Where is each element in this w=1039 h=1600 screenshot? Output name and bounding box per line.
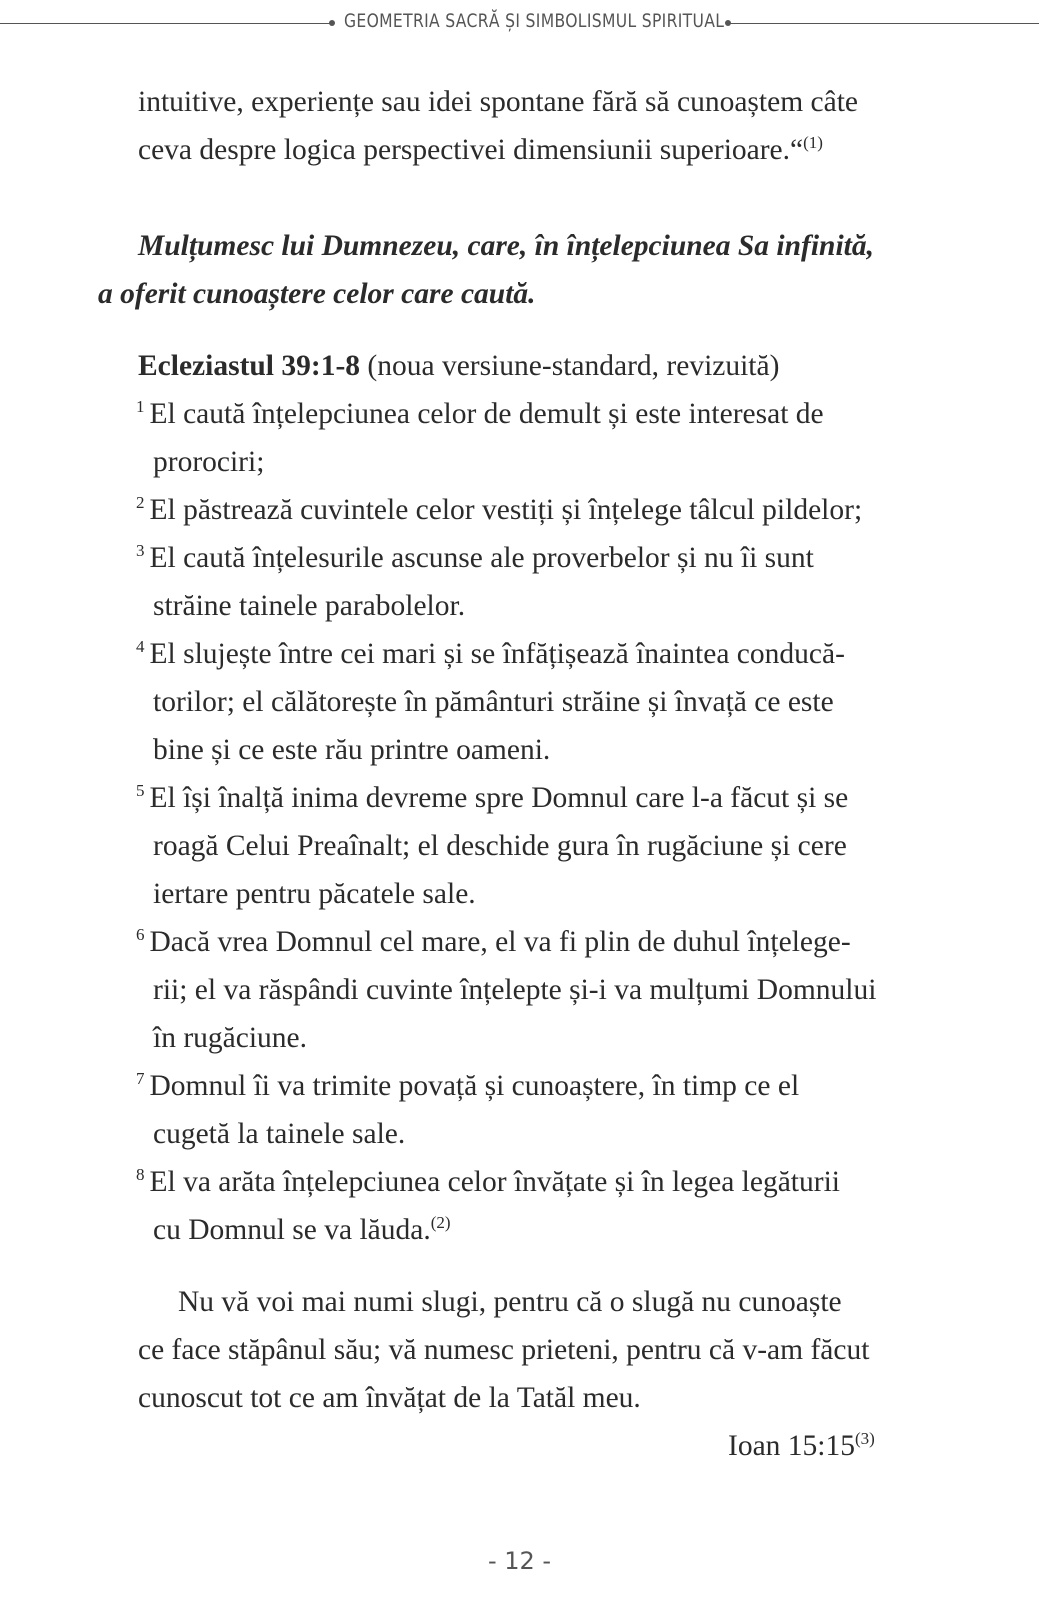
thanks-line-1 <box>138 222 874 270</box>
header-rule-right <box>728 23 1039 24</box>
verse-7-line-1 <box>136 1062 799 1114</box>
quote-end-line-1 <box>138 78 858 126</box>
verse-text: El slujește între cei mari și se înfățișează înaintea conducă- <box>149 638 845 670</box>
footnote-ref-1: (1) <box>803 133 823 152</box>
header-title: GEOMETRIA SACRĂ ȘI SIMBOLISMUL SPIRITUAL <box>344 10 725 32</box>
thanks-text-2: a oferit cunoaștere celor care caută. <box>98 278 536 310</box>
john-reference <box>728 1422 875 1470</box>
verse-text: El va arăta înțelepciunea celor învățate și în legea legăturii <box>149 1166 840 1198</box>
verse-8-line-2 <box>153 1206 451 1254</box>
verse-8-line-1 <box>136 1158 840 1210</box>
quote-end-text-1: intuitive, experiențe sau idei spontane fără să cunoaștem câte <box>138 86 858 118</box>
verse-text: Domnul îi va trimite povață și cunoaștere, în timp ce el <box>149 1070 800 1102</box>
header-rule-left <box>0 23 332 24</box>
verse-number: 4 <box>136 637 145 656</box>
quote-end-text-2: ceva despre logica perspectivei dimensiunii superioare.“ <box>138 134 804 166</box>
john-quote-text: Nu vă voi mai numi slugi, pentru că o slugă nu cunoaște <box>178 1286 842 1318</box>
footnote-ref-3: (3) <box>855 1429 875 1448</box>
verse-4-line-1 <box>136 630 845 682</box>
verse-6-line-1 <box>136 918 851 970</box>
verse-1-line-1 <box>136 390 824 442</box>
verse-text: iertare pentru păcatele sale. <box>153 878 476 910</box>
verse-5-line-1 <box>136 774 848 826</box>
footnote-ref-2: (2) <box>430 1213 451 1232</box>
verse-number: 6 <box>136 925 145 944</box>
john-reference-text: Ioan 15:15 <box>728 1430 855 1462</box>
verse-5-line-3 <box>153 870 476 918</box>
scripture-version: (noua versiune-standard, revizuită) <box>360 350 780 382</box>
quote-end-line-2 <box>138 126 823 174</box>
john-quote-line-1 <box>178 1278 842 1326</box>
verse-number: 1 <box>136 397 145 416</box>
verse-4-line-2 <box>153 678 834 726</box>
verse-number: 5 <box>136 781 145 800</box>
scripture-reference: Ecleziastul 39:1-8 <box>138 350 361 382</box>
thanks-line-2 <box>98 270 536 318</box>
verse-text: Dacă vrea Domnul cel mare, el va fi plin de duhul înțelege- <box>149 926 851 958</box>
verse-3-line-1 <box>136 534 814 586</box>
verse-text: roagă Celui Preaînalt; el deschide gura în rugăciune și cere <box>153 830 847 862</box>
verse-text: El caută înțelepciunea celor de demult și este interesat de <box>149 398 824 430</box>
verse-text: bine și ce este rău printre oameni. <box>153 734 551 766</box>
verse-3-line-2 <box>153 582 465 630</box>
running-header <box>0 8 1039 40</box>
verse-number: 7 <box>136 1069 145 1088</box>
verse-7-line-2 <box>153 1110 405 1158</box>
verse-text: străine tainele parabolelor. <box>153 590 466 622</box>
verse-6-line-3 <box>153 1014 307 1062</box>
header-dot-left <box>329 20 335 26</box>
verse-text: rii; el va răspândi cuvinte înțelepte și-i va mulțumi Domnului <box>153 974 877 1006</box>
verse-6-line-2 <box>153 966 876 1014</box>
john-quote-text: ce face stăpânul său; vă numesc prieteni, pentru că v-am făcut <box>138 1334 870 1366</box>
verse-text: torilor; el călătorește în pământuri străine și învață ce este <box>153 686 834 718</box>
verse-number: 2 <box>136 493 145 512</box>
verse-number: 8 <box>136 1165 145 1184</box>
verse-text: cugetă la tainele sale. <box>153 1118 406 1150</box>
verse-4-line-3 <box>153 726 550 774</box>
john-quote-line-2 <box>138 1326 869 1374</box>
verse-number: 3 <box>136 541 145 560</box>
verse-5-line-2 <box>153 822 847 870</box>
verse-text: El păstrează cuvintele celor vestiți și înțelege tâlcul pildelor; <box>149 494 863 526</box>
verse-text: prorociri; <box>153 446 265 478</box>
john-quote-text: cunoscut tot ce am învățat de la Tatăl meu. <box>138 1382 641 1414</box>
verse-text: cu Domnul se va lăuda. <box>153 1214 431 1246</box>
verse-text: El își înalță inima devreme spre Domnul care l-a făcut și se <box>149 782 849 814</box>
verse-text: El caută înțelesurile ascunse ale proverbelor și nu îi sunt <box>149 542 814 574</box>
scripture-heading <box>138 342 779 390</box>
thanks-text-1: Mulțumesc lui Dumnezeu, care, în înțelepciunea Sa infinită, <box>138 230 874 262</box>
verse-text: în rugăciune. <box>153 1022 307 1054</box>
verse-1-line-2 <box>153 438 264 486</box>
verse-2-line-1 <box>136 486 862 538</box>
page-number: - 12 - <box>487 1547 552 1575</box>
john-quote-line-3 <box>138 1374 641 1422</box>
